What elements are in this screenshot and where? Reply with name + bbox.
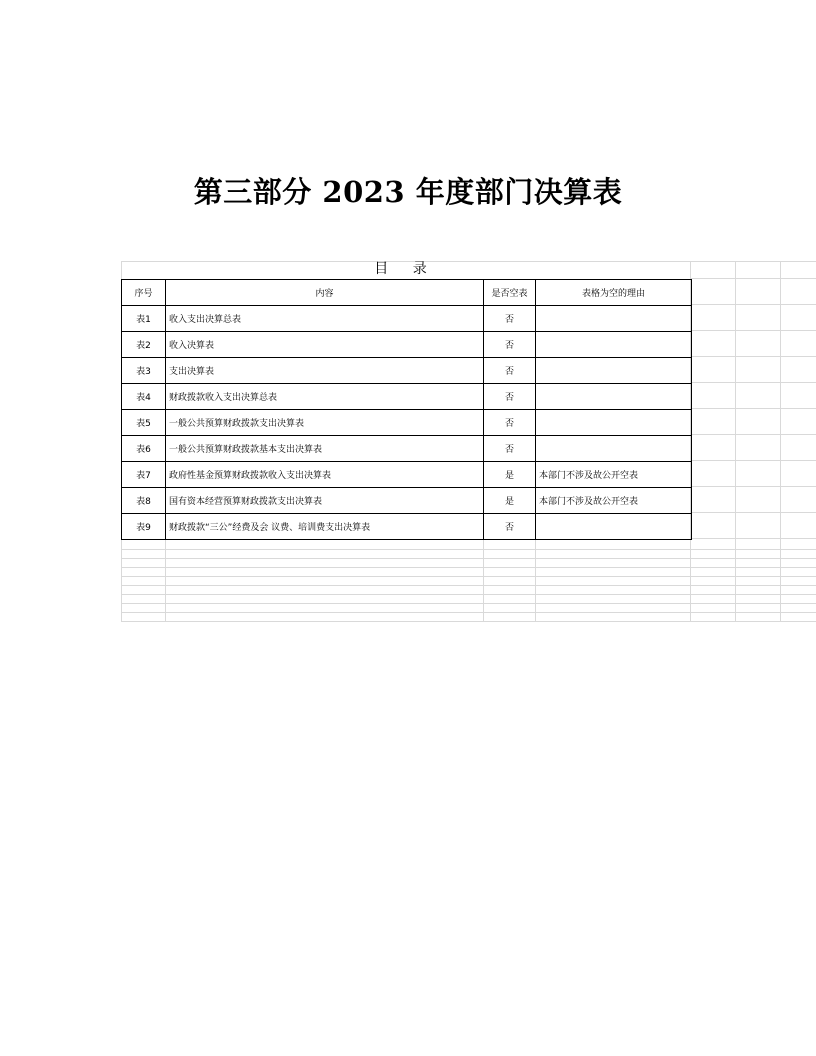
row-empty-flag: 是 — [484, 462, 536, 488]
table-row — [122, 436, 692, 462]
table-row — [122, 384, 692, 410]
toc-heading: 目 录 — [374, 261, 437, 277]
row-content: 财政拨款收入支出决算总表 — [166, 384, 484, 410]
row-empty-flag: 否 — [484, 514, 536, 540]
row-seq: 表5 — [122, 410, 166, 436]
row-reason: 本部门不涉及故公开空表 — [536, 462, 692, 488]
row-seq: 表3 — [122, 358, 166, 384]
row-content: 财政拨款“三公”经费及会 议费、培训费支出决算表 — [166, 514, 484, 540]
row-seq: 表9 — [122, 514, 166, 540]
column-header-reason: 表格为空的理由 — [536, 280, 692, 306]
column-header-seq: 序号 — [122, 280, 166, 306]
column-header-content: 内容 — [166, 280, 484, 306]
row-content: 收入决算表 — [166, 332, 484, 358]
row-reason: 本部门不涉及故公开空表 — [536, 488, 692, 514]
row-empty-flag: 否 — [484, 436, 536, 462]
row-empty-flag: 否 — [484, 410, 536, 436]
row-reason — [536, 436, 692, 462]
row-seq: 表1 — [122, 306, 166, 332]
row-content: 一般公共预算财政拨款支出决算表 — [166, 410, 484, 436]
table-row — [122, 488, 692, 514]
row-seq: 表7 — [122, 462, 166, 488]
row-empty-flag: 否 — [484, 384, 536, 410]
table-row — [122, 462, 692, 488]
row-seq: 表2 — [122, 332, 166, 358]
toc-header-row — [122, 280, 692, 306]
row-content: 支出决算表 — [166, 358, 484, 384]
page-title: 第三部分 2023 年度部门决算表 — [193, 175, 623, 209]
row-empty-flag: 否 — [484, 358, 536, 384]
row-empty-flag: 是 — [484, 488, 536, 514]
row-reason — [536, 384, 692, 410]
table-row — [122, 332, 692, 358]
row-empty-flag: 否 — [484, 332, 536, 358]
row-empty-flag: 否 — [484, 306, 536, 332]
row-reason — [536, 332, 692, 358]
table-row — [122, 358, 692, 384]
column-header-empty: 是否空表 — [484, 280, 536, 306]
row-reason — [536, 358, 692, 384]
row-content: 收入支出决算总表 — [166, 306, 484, 332]
row-content: 政府性基金预算财政拨款收入支出决算表 — [166, 462, 484, 488]
toc-table — [121, 279, 692, 540]
row-seq: 表8 — [122, 488, 166, 514]
row-reason — [536, 306, 692, 332]
row-seq: 表4 — [122, 384, 166, 410]
row-reason — [536, 514, 692, 540]
table-row — [122, 514, 692, 540]
row-reason — [536, 410, 692, 436]
row-seq: 表6 — [122, 436, 166, 462]
table-row — [122, 410, 692, 436]
row-content: 一般公共预算财政拨款基本支出决算表 — [166, 436, 484, 462]
table-row — [122, 306, 692, 332]
row-content: 国有资本经营预算财政拨款支出决算表 — [166, 488, 484, 514]
